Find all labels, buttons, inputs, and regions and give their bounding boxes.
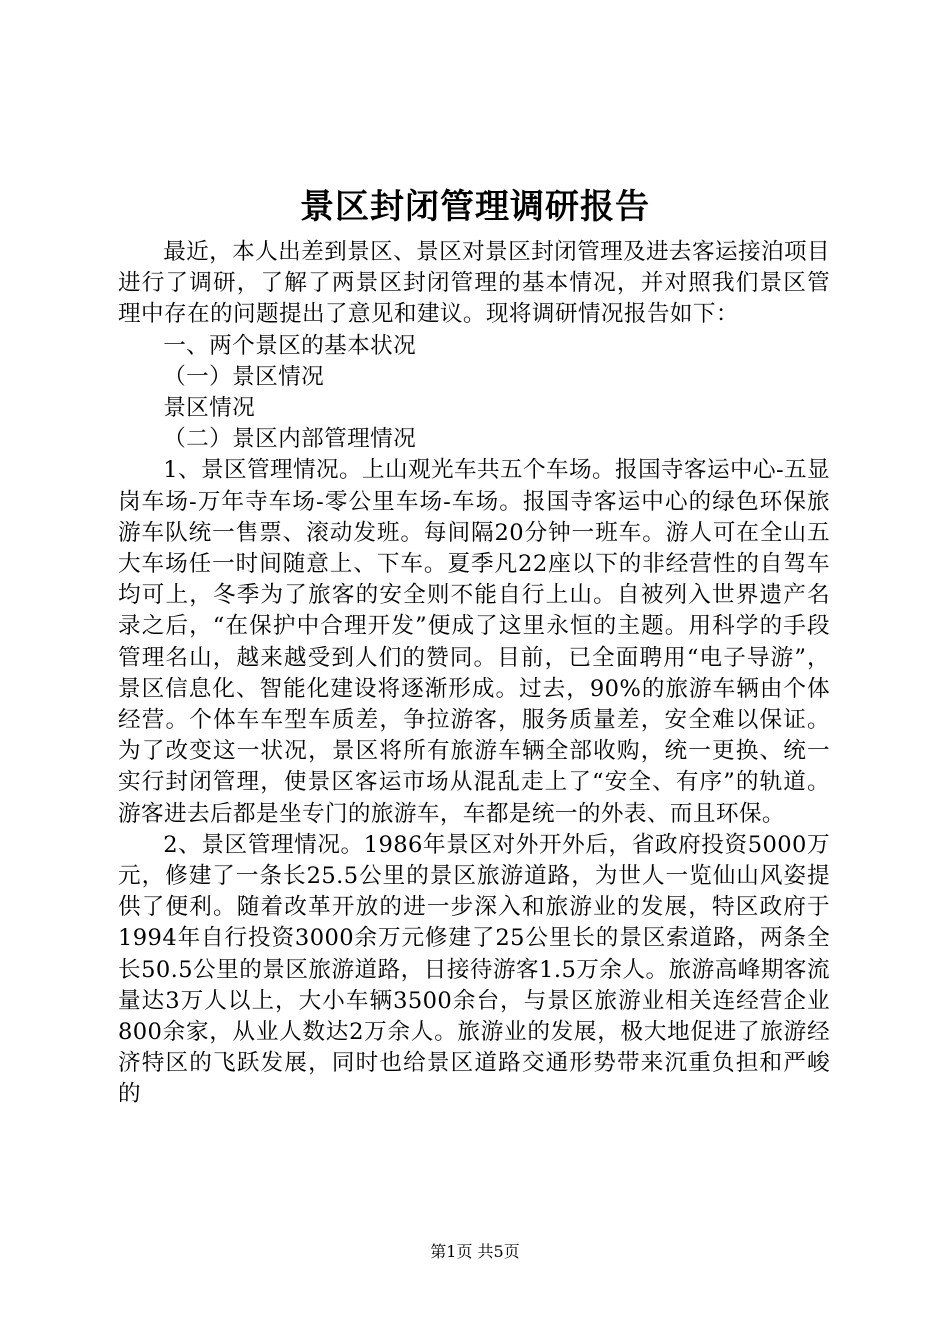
document-body: [118, 237, 830, 1111]
body-paragraph: 2、景区管理情况。1986年景区对外开外后，省政府投资5000万元，修建了一条长25.5公里的景区旅游道路，为世人一览仙山风姿提供了便利。随着改革开放的进一步深入和旅游业的发展，特区政府于1994年自行投资3000余万元修建了25公里长的景区索道路，两条全长50.5公里的景区旅游道路，日接待游客1.5万余人。旅游高峰期客流量达3万人以上，大小车辆3500余台，与景区旅游业相关连经营企业800余家，从业人数达2万余人。旅游业的发展，极大地促进了旅游经济特区的飞跃发展，同时也给景区道路交通形势带来沉重负担和严峻的: [118, 831, 830, 1108]
body-paragraph: 景区情况: [163, 395, 256, 422]
section-heading-1: 一、两个景区的基本状况: [163, 332, 417, 359]
subsection-heading-1: （一）景区情况: [163, 363, 325, 390]
document-title: 景区封闭管理调研报告: [300, 187, 650, 227]
subsection-heading-2: （二）景区内部管理情况: [163, 426, 417, 453]
intro-paragraph: 最近，本人出差到景区、景区对景区封闭管理及进去客运接泊项目进行了调研，了解了两景区封闭管理的基本情况，并对照我们景区管理中存在的问题提出了意见和建议。现将调研情况报告如下：: [118, 239, 831, 328]
body-paragraph: 1、景区管理情况。上山观光车共五个车场。报国寺客运中心-五显岗车场-万年寺车场-零公里车场-车场。报国寺客运中心的绿色环保旅游车队统一售票、滚动发班。每间隔20分钟一班车。游人可在全山五大车场任一时间随意上、下车。夏季凡22座以下的非经营性的自驾车均可上，冬季为了旅客的安全则不能自行上山。自被列入世界遗产名录之后，“在保护中合理开发”便成了这里永恒的主题。用科学的手段管理名山，越来越受到人们的赞同。目前，已全面聘用“电子导游”，景区信息化、智能化建设将逐渐形成。过去，90%的旅游车辆由个体经营。个体车车型车质差，争拉游客，服务质量差，安全难以保证。为了改变这一状况，景区将所有旅游车辆全部收购，统一更换、统一实行封闭管理，使景区客运市场从混乱走上了“安全、有序”的轨道。游客进去后都是坐专门的旅游车，车都是统一的外表、而且环保。: [118, 457, 830, 827]
page-footer: 第1页 共5页: [430, 1242, 520, 1261]
